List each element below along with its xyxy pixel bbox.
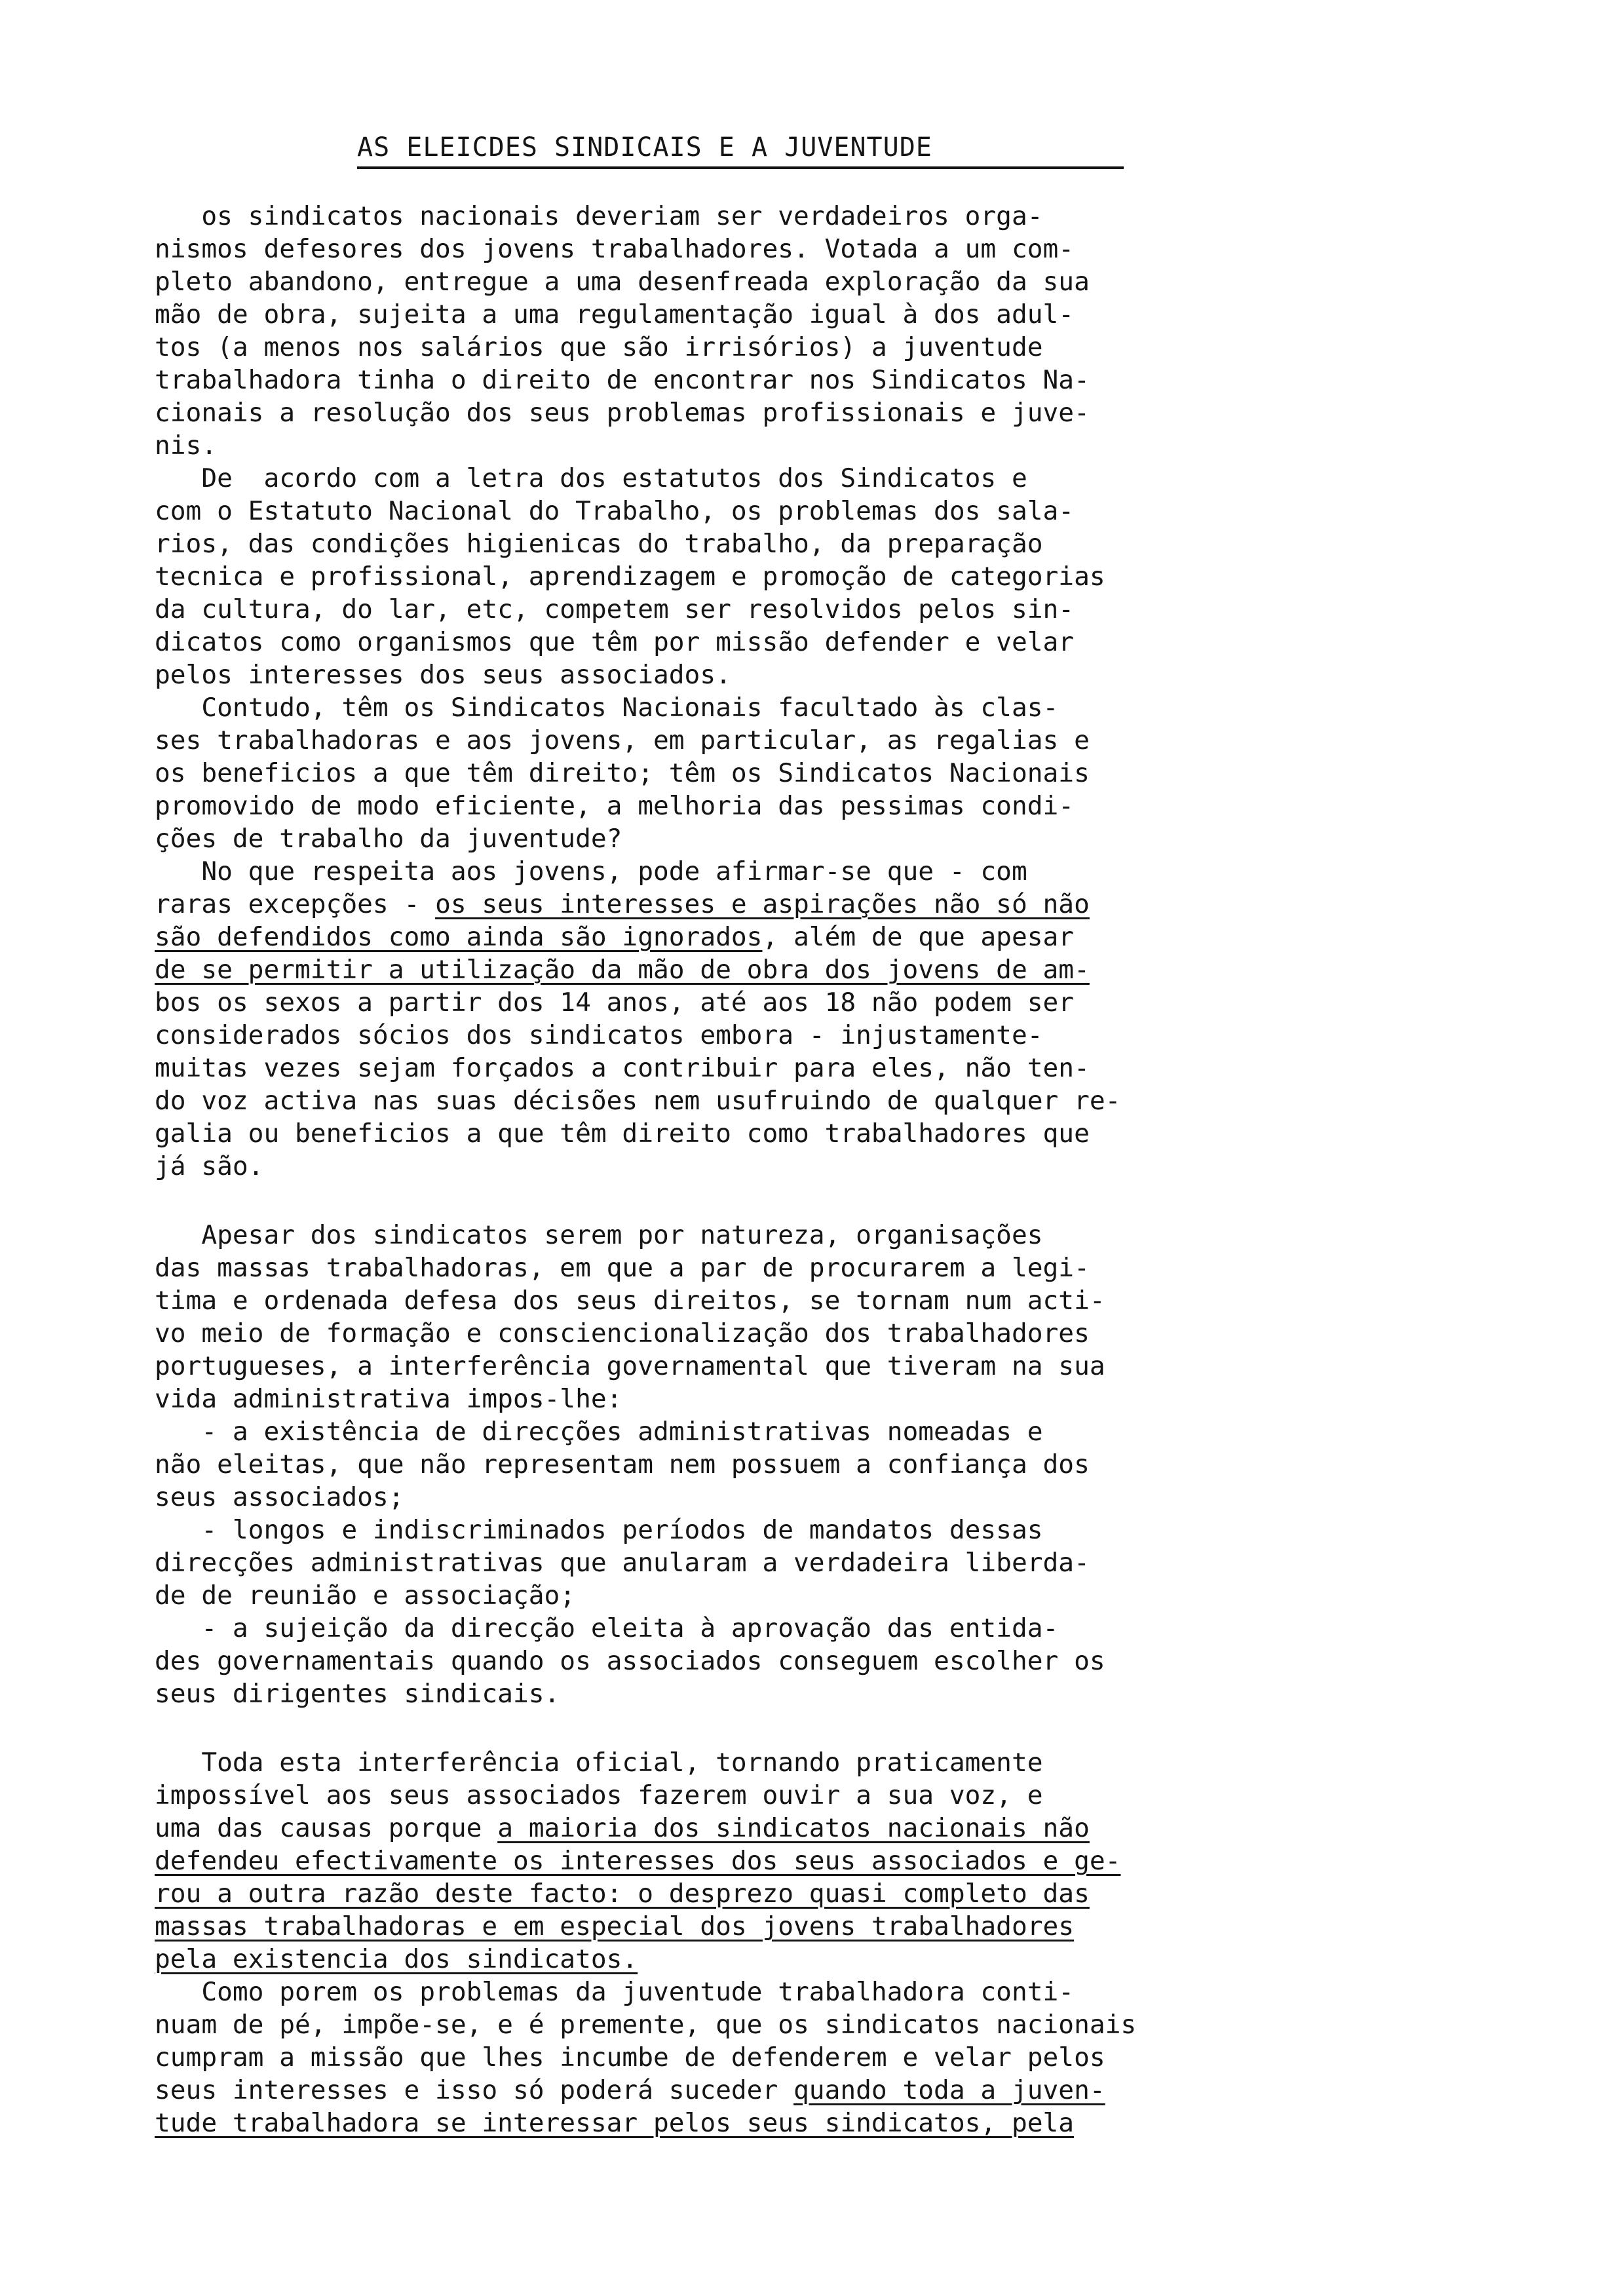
text-line [155,1845,1465,1877]
text-segment: Contudo, têm os Sindicatos Nacionais facultado às clas- [155,693,1059,723]
text-segment: do voz activa nas suas décisões nem usufruindo de qualquer re- [155,1086,1121,1116]
text-segment: da cultura, do lar, etc, competem ser resolvidos pelos sin- [155,594,1075,624]
text-line [155,593,1465,626]
text-segment: vo meio de formação e consciencionalização dos trabalhadores [155,1318,1090,1349]
text-segment: uma das causas porque [155,1813,498,1843]
text-segment: Como porem os problemas da juventude trabalhadora conti- [155,1977,1075,2007]
paragraph [155,1219,1465,1710]
text-segment: pleto abandono, entregue a uma desenfreada exploração da sua [155,267,1090,297]
text-line [155,2041,1465,2074]
text-segment: tos (a menos nos salários que são irrisórios) a juventude [155,332,1043,362]
text-line [155,233,1465,265]
text-segment: portugueses, a interferência governamental que tiveram na sua [155,1351,1105,1381]
underlined-text: são defendidos como ainda são ignorados [155,922,763,952]
text-segment: rios, das condições higienicas do trabalho, da preparação [155,529,1043,559]
text-line [155,429,1465,462]
text-line [155,1448,1465,1481]
text-line [155,855,1465,888]
text-line [155,1976,1465,2008]
text-line [155,1546,1465,1579]
text-line [155,1677,1465,1710]
text-line [155,659,1465,691]
text-segment: direcções administrativas que anularam a verdadeira liberda- [155,1548,1090,1578]
text-segment: muitas vezes sejam forçados a contribuir para eles, não ten- [155,1053,1090,1083]
underlined-text: a maioria dos sindicatos nacionais não [497,1813,1090,1843]
paragraph [155,1746,1465,2139]
document-body [155,200,1465,2139]
text-line [155,527,1465,560]
text-line [155,1910,1465,1943]
text-segment: De acordo com a letra dos estatutos dos Sindicatos e [155,463,1027,493]
text-line [155,560,1465,593]
text-segment: com o Estatuto Nacional do Trabalho, os problemas dos sala- [155,496,1075,526]
text-segment: - a sujeição da direcção eleita à aprovação das entida- [155,1613,1059,1643]
underlined-text: os seus interesses e aspirações não só não [435,889,1090,919]
text-segment: cionais a resolução dos seus problemas profissionais e juve- [155,398,1090,428]
text-segment: , além de que apesar [762,922,1075,952]
text-line [155,1612,1465,1645]
document-title: AS ELEICDES SINDICAIS E A JUVENTUDE [357,131,1124,169]
text-segment: promovido de modo eficiente, a melhoria das pessimas condi- [155,791,1075,821]
text-line [155,1052,1465,1084]
text-line [155,200,1465,233]
text-segment: tima e ordenada defesa dos seus direitos, se tornam num acti- [155,1286,1105,1316]
text-segment: galia ou beneficios a que têm direito como trabalhadores que [155,1119,1090,1149]
text-line [155,1350,1465,1383]
text-segment: seus associados; [155,1482,404,1512]
text-segment: bos os sexos a partir dos 14 anos, até aos 18 não podem ser [155,987,1075,1018]
text-segment: ses trabalhadoras e aos jovens, em particular, as regalias e [155,725,1090,756]
text-line [155,2008,1465,2041]
text-line [155,1877,1465,1910]
text-line [155,495,1465,527]
text-segment: des governamentais quando os associados conseguem escolher os [155,1646,1105,1676]
text-line [155,822,1465,855]
text-line [155,888,1465,921]
text-segment: - longos e indiscriminados períodos de mandatos dessas [155,1515,1043,1545]
text-segment: das massas trabalhadoras, em que a par de procurarem a legi- [155,1253,1090,1283]
text-segment: pelos interesses dos seus associados. [155,660,731,690]
text-line [155,1317,1465,1350]
text-line [155,331,1465,364]
text-line [155,1219,1465,1252]
text-line [155,1284,1465,1317]
text-segment: considerados sócios dos sindicatos embora - injustamente- [155,1020,1043,1050]
text-segment: trabalhadora tinha o direito de encontrar nos Sindicatos Na- [155,365,1090,395]
text-line [155,790,1465,822]
text-line [155,2107,1465,2139]
text-line [155,921,1465,953]
text-segment: dicatos como organismos que têm por missão defender e velar [155,627,1075,657]
text-line [155,462,1465,495]
text-line [155,364,1465,396]
text-segment: nuam de pé, impõe-se, e é premente, que os sindicatos nacionais [155,2010,1137,2040]
text-line [155,626,1465,659]
text-segment: os sindicatos nacionais deveriam ser verdadeiros orga- [155,201,1043,231]
paragraph-gap [155,1183,1465,1219]
text-line [155,265,1465,298]
text-line [155,1150,1465,1183]
underlined-text: de se permitir a utilização da mão de obra dos jovens de am- [155,955,1090,985]
paragraph-gap [155,1710,1465,1746]
text-line [155,298,1465,331]
text-segment: impossível aos seus associados fazerem ouvir a sua voz, e [155,1780,1043,1810]
text-line [155,1383,1465,1415]
text-segment: não eleitas, que não representam nem possuem a confiança dos [155,1449,1090,1480]
text-line [155,1084,1465,1117]
text-line [155,986,1465,1019]
paragraph [155,200,1465,1183]
text-line [155,1415,1465,1448]
text-line [155,757,1465,790]
text-segment: No que respeita aos jovens, pode afirmar-se que - com [155,856,1027,887]
text-line [155,1579,1465,1612]
underlined-text: massas trabalhadoras e em especial dos jovens trabalhadores [155,1911,1075,1942]
text-segment: seus interesses e isso só poderá suceder [155,2075,794,2105]
text-line [155,1252,1465,1284]
underlined-text: pela existencia dos sindicatos. [155,1944,638,1974]
text-line [155,1645,1465,1677]
text-segment: raras excepções - [155,889,436,919]
text-segment: seus dirigentes sindicais. [155,1679,560,1709]
text-segment: mão de obra, sujeita a uma regulamentação igual à dos adul- [155,299,1075,330]
text-line [155,1019,1465,1052]
text-line [155,1779,1465,1812]
text-segment: os beneficios a que têm direito; têm os Sindicatos Nacionais [155,758,1090,788]
text-line [155,1746,1465,1779]
underlined-text: quando toda a juven- [793,2075,1105,2105]
text-segment: de de reunião e associação; [155,1580,576,1611]
text-line [155,1812,1465,1845]
text-segment: ções de trabalho da juventude? [155,824,622,854]
text-segment: nismos defesores dos jovens trabalhadores. Votada a um com- [155,234,1075,264]
text-segment: nis. [155,430,218,461]
text-line [155,2074,1465,2107]
text-segment: vida administrativa impos-lhe: [155,1384,622,1414]
text-line [155,1514,1465,1546]
text-segment: Apesar dos sindicatos serem por natureza, organisações [155,1220,1043,1250]
text-line [155,1481,1465,1514]
text-line [155,1943,1465,1976]
text-segment: Toda esta interferência oficial, tornando praticamente [155,1748,1043,1778]
text-line [155,724,1465,757]
text-line [155,953,1465,986]
text-line [155,396,1465,429]
text-segment: tecnica e profissional, aprendizagem e promoção de categorias [155,562,1105,592]
text-line [155,691,1465,724]
underlined-text: tude trabalhadora se interessar pelos seus sindicatos, pela [155,2108,1075,2138]
text-segment: - a existência de direcções administrativas nomeadas e [155,1417,1043,1447]
text-segment: já são. [155,1151,264,1181]
underlined-text: defendeu efectivamente os interesses dos seus associados e ge- [155,1846,1121,1876]
underlined-text: rou a outra razão deste facto: o desprezo quasi completo das [155,1879,1090,1909]
text-segment: cumpram a missão que lhes incumbe de defenderem e velar pelos [155,2042,1105,2073]
text-line [155,1117,1465,1150]
